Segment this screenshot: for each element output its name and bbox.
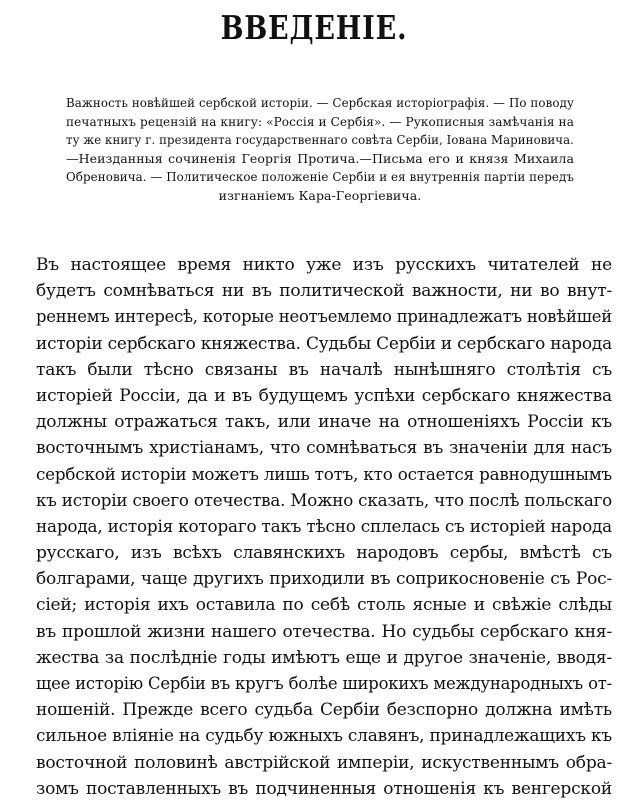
body-line: ношеній. Прежде всего судьба Сербіи безспорно должна имѣть (36, 700, 612, 721)
body-line: въ прошлой жизни нашего отечества. Но судьбы сербскаго кня- (36, 621, 612, 642)
body-line: Въ настоящее время никто уже изъ русскихъ читателей не (36, 255, 612, 275)
body-line: сіей; исторія ихъ оставила по себѣ столь ясные и свѣжіе слѣды (36, 595, 612, 616)
body-line: жества за послѣдніе годы имѣютъ еще и другое значеніе, вводя- (36, 647, 612, 668)
body-line: русскаго, изъ всѣхъ славянскихъ народовъ сербы, вмѣстѣ съ (36, 543, 612, 564)
body-line: народа, исторія котораго такъ тѣсно сплелась съ исторіей народа (36, 516, 612, 537)
body-line: сильное вліяніе на судьбу южныхъ славянъ, принадлежащихъ къ (36, 726, 612, 747)
body-line: зомъ поставленныхъ въ подчиненныя отношенія къ венгерской (36, 778, 612, 799)
synopsis-line: изгнаніемъ Кара-Георгіевича. (218, 187, 422, 203)
chapter-title: ВВЕДЕНІЕ. (220, 8, 408, 47)
synopsis-line: Важность новѣйшей сербской исторіи. — Сербская исторіографія. — По поводу (66, 95, 574, 110)
synopsis-line: —Неизданныя сочиненія Георгія Протича.—Письма его и князя Михаила (66, 150, 574, 166)
body-line: болгарами, чаще другихъ приходили въ соприкосновеніе съ Рос- (36, 569, 612, 590)
synopsis-line: печатныхъ рецензій на книгу: «Россія и Сербія». — Рукописныя замѣчанія на (66, 113, 574, 129)
body-line: щее исторію Сербіи въ кругъ болѣе широкихъ международныхъ от- (36, 674, 612, 694)
body-line: исторіи сербскаго княжества. Судьбы Сербіи и сербскаго народа (36, 333, 612, 354)
body-line: реннемъ интересѣ, которые неотъемлемо принадлежатъ новѣйшей (36, 307, 612, 328)
chapter-synopsis (66, 94, 574, 205)
body-line: должны отражаться такъ, или иначе на отношеніяхъ Россіи къ (36, 412, 612, 433)
body-line: восточной половинѣ австрійской имперіи, искуственнымъ обра- (36, 752, 612, 773)
body-paragraph (36, 252, 612, 802)
body-line: исторіей Россіи, да и въ будущемъ успѣхи сербскаго княжества (36, 385, 612, 406)
body-line: будетъ сомнѣваться ни въ политической важности, ни во внут- (36, 281, 612, 302)
synopsis-line: ту же книгу г. президента государственнаго совѣта Сербіи, Іована Мариновича. (66, 132, 574, 147)
body-line: такъ были тѣсно связаны въ началѣ нынѣшняго столѣтія съ (36, 359, 612, 380)
synopsis-line: Обреновича. — Политическое положеніе Сербіи и ея внутреннія партіи передъ (66, 169, 574, 184)
body-line: сербской исторіи можетъ лишь тотъ, кто остается равнодушнымъ (36, 464, 612, 485)
body-line: восточнымъ христіанамъ, что сомнѣваться въ значеніи для насъ (36, 438, 612, 459)
body-line: къ исторіи своего отечества. Можно сказать, что послѣ польскаго (36, 490, 612, 511)
